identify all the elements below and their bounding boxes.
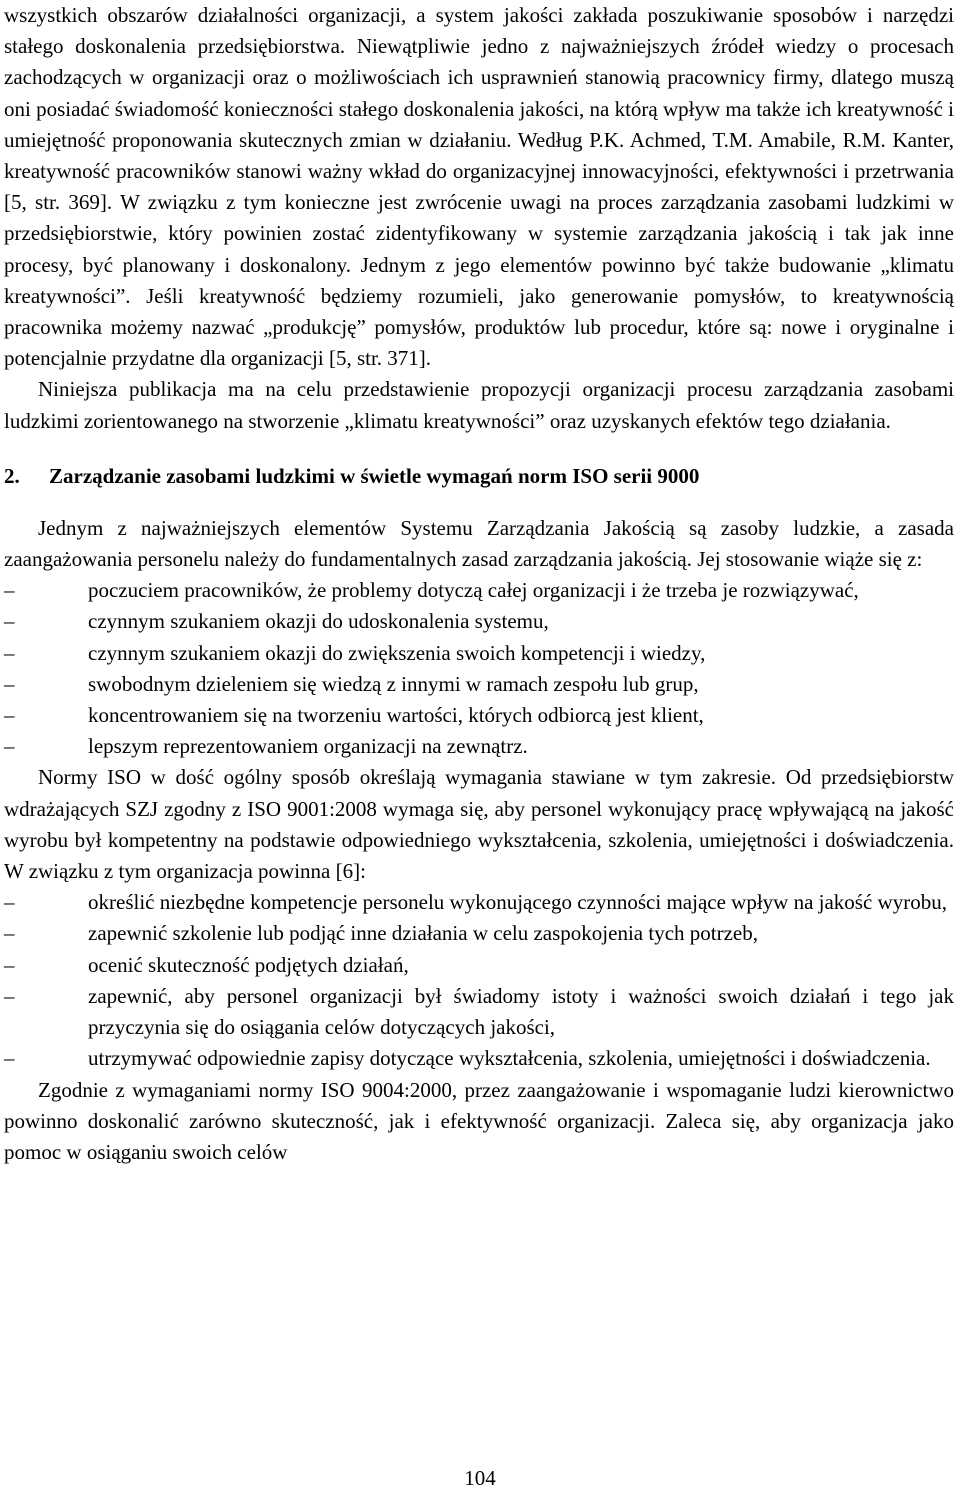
list-item-text: utrzymywać odpowiednie zapisy dotyczące wykształcenia, szkolenia, umiejętności i doświadczenia. — [88, 1046, 931, 1071]
list-engagement — [4, 575, 954, 762]
paragraph-iso-9004: Zgodnie z wymaganiami normy ISO 9004:2000, przez zaangażowanie i wspomaganie ludzi kierownictwo powinno doskonalić zarówno skuteczność, jak i efektywność organizacji. Zaleca się, aby organizacja jako pomoc w osiąganiu swoich celów — [4, 1077, 954, 1164]
dash-bullet: – — [4, 578, 15, 603]
dash-bullet: – — [4, 952, 15, 977]
dash-bullet: – — [4, 890, 15, 915]
list-item-text: określić niezbędne kompetencje personelu wykonującego czynności mające wpływ na jakość wyrobu, — [88, 890, 947, 915]
list-item-text: ocenić skuteczność podjętych działań, — [88, 952, 409, 977]
dash-bullet: – — [4, 734, 15, 759]
dash-bullet: – — [4, 983, 15, 1008]
list-item-text: koncentrowaniem się na tworzeniu wartości, których odbiorcą jest klient, — [88, 703, 704, 728]
list-item — [4, 638, 954, 669]
section-number: 2. — [4, 463, 20, 488]
list-item — [4, 918, 954, 949]
page-number: 104 — [464, 1466, 496, 1490]
list-item-text: zapewnić szkolenie lub podjąć inne działania w celu zaspokojenia tych potrzeb, — [88, 921, 758, 946]
list-item-text: lepszym reprezentowaniem organizacji na zewnątrz. — [88, 734, 528, 759]
section-title: Zarządzanie zasobami ludzkimi w świetle wymagań norm ISO serii 9000 — [49, 463, 700, 488]
list-item — [4, 700, 954, 731]
document-page — [4, 0, 954, 1168]
list-item-text: poczuciem pracowników, że problemy dotyczą całej organizacji i że trzeba je rozwiązywać, — [88, 578, 859, 603]
section-heading — [4, 461, 954, 492]
list-item — [4, 575, 954, 606]
paragraph-aim: Niniejsza publikacja ma na celu przedstawienie propozycji organizacji procesu zarządzania zasobami ludzkimi zorientowanego na stworzenie „klimatu kreatywności” oraz uzyskanych efektów tego działania. — [4, 377, 954, 433]
list-item-text: czynnym szukaniem okazji do zwiększenia swoich kompetencji i wiedzy, — [88, 640, 706, 665]
list-item — [4, 606, 954, 637]
list-item — [4, 1043, 954, 1074]
list-item-text: zapewnić, aby personel organizacji był świadomy istoty i ważności swoich działań i tego jak przyczynia się do osiągania celów dotyczących jakości, — [88, 983, 954, 1040]
dash-bullet: – — [4, 609, 15, 634]
dash-bullet: – — [4, 640, 15, 665]
paragraph-iso-norms: Normy ISO w dość ogólny sposób określają wymagania stawiane w tym zakresie. Od przedsiębiorstw wdrażających SZJ zgodny z ISO 9001:2008 wymaga się, aby personel wykonujący pracę wpływającą na jakość wyrobu był kompetentny na podstawie odpowiedniego wykształcenia, szkolenia, umiejętności i doświadczenia. W związku z tym organizacja powinna [6]: — [4, 765, 954, 884]
list-item — [4, 669, 954, 700]
list-organization-duties — [4, 887, 954, 1074]
list-item-text: swobodnym dzieleniem się wiedzą z innymi w ramach zespołu lub grup, — [88, 671, 699, 696]
list-item — [4, 887, 954, 918]
paragraph-intro: wszystkich obszarów działalności organizacji, a system jakości zakłada poszukiwanie sposobów i narzędzi stałego doskonalenia przedsiębiorstwa. Niewątpliwie jedno z najważniejszych źródeł wiedzy o procesach zachodzących w organizacji oraz o możliwościach ich usprawnień stanowią pracownicy firmy, dlatego muszą oni posiadać świadomość konieczności stałego doskonalenia jakości, na którą wpływ ma także ich kreatywność i umiejętność proponowania skutecznych zmian w działaniu. Według P.K. Achmed, T.M. Amabile, R.M. Kanter, kreatywność pracowników stanowi ważny wkład do organizacyjnej innowacyjności, efektywności i przetrwania [5, str. 369]. W związku z tym konieczne jest zwrócenie uwagi na proces zarządzania zasobami ludzkimi w przedsiębiorstwie, który powinien zostać zidentyfikowany w systemie zarządzania jakością i tak jak inne procesy, być planowany i doskonalony. Jednym z jego elementów powinno być także budowanie „klimatu kreatywności”. Jeśli kreatywność będziemy rozumieli, jako generowanie pomysłów, to kreatywnością pracownika możemy nazwać „produkcję” pomysłów, produktów lub procedur, które są: nowe i oryginalne i potencjalnie przydatne dla organizacji [5, str. 371]. — [4, 3, 954, 371]
paragraph-hr-resources: Jednym z najważniejszych elementów Systemu Zarządzania Jakością są zasoby ludzkie, a zasada zaangażowania personelu należy do fundamentalnych zasad zarządzania jakością. Jej stosowanie wiąże się z: — [4, 515, 954, 572]
dash-bullet: – — [4, 921, 15, 946]
list-item — [4, 981, 954, 1043]
list-item — [4, 950, 954, 981]
dash-bullet: – — [4, 1046, 15, 1071]
list-item — [4, 731, 954, 762]
list-item-text: czynnym szukaniem okazji do udoskonalenia systemu, — [88, 609, 549, 634]
dash-bullet: – — [4, 671, 15, 696]
dash-bullet: – — [4, 703, 15, 728]
